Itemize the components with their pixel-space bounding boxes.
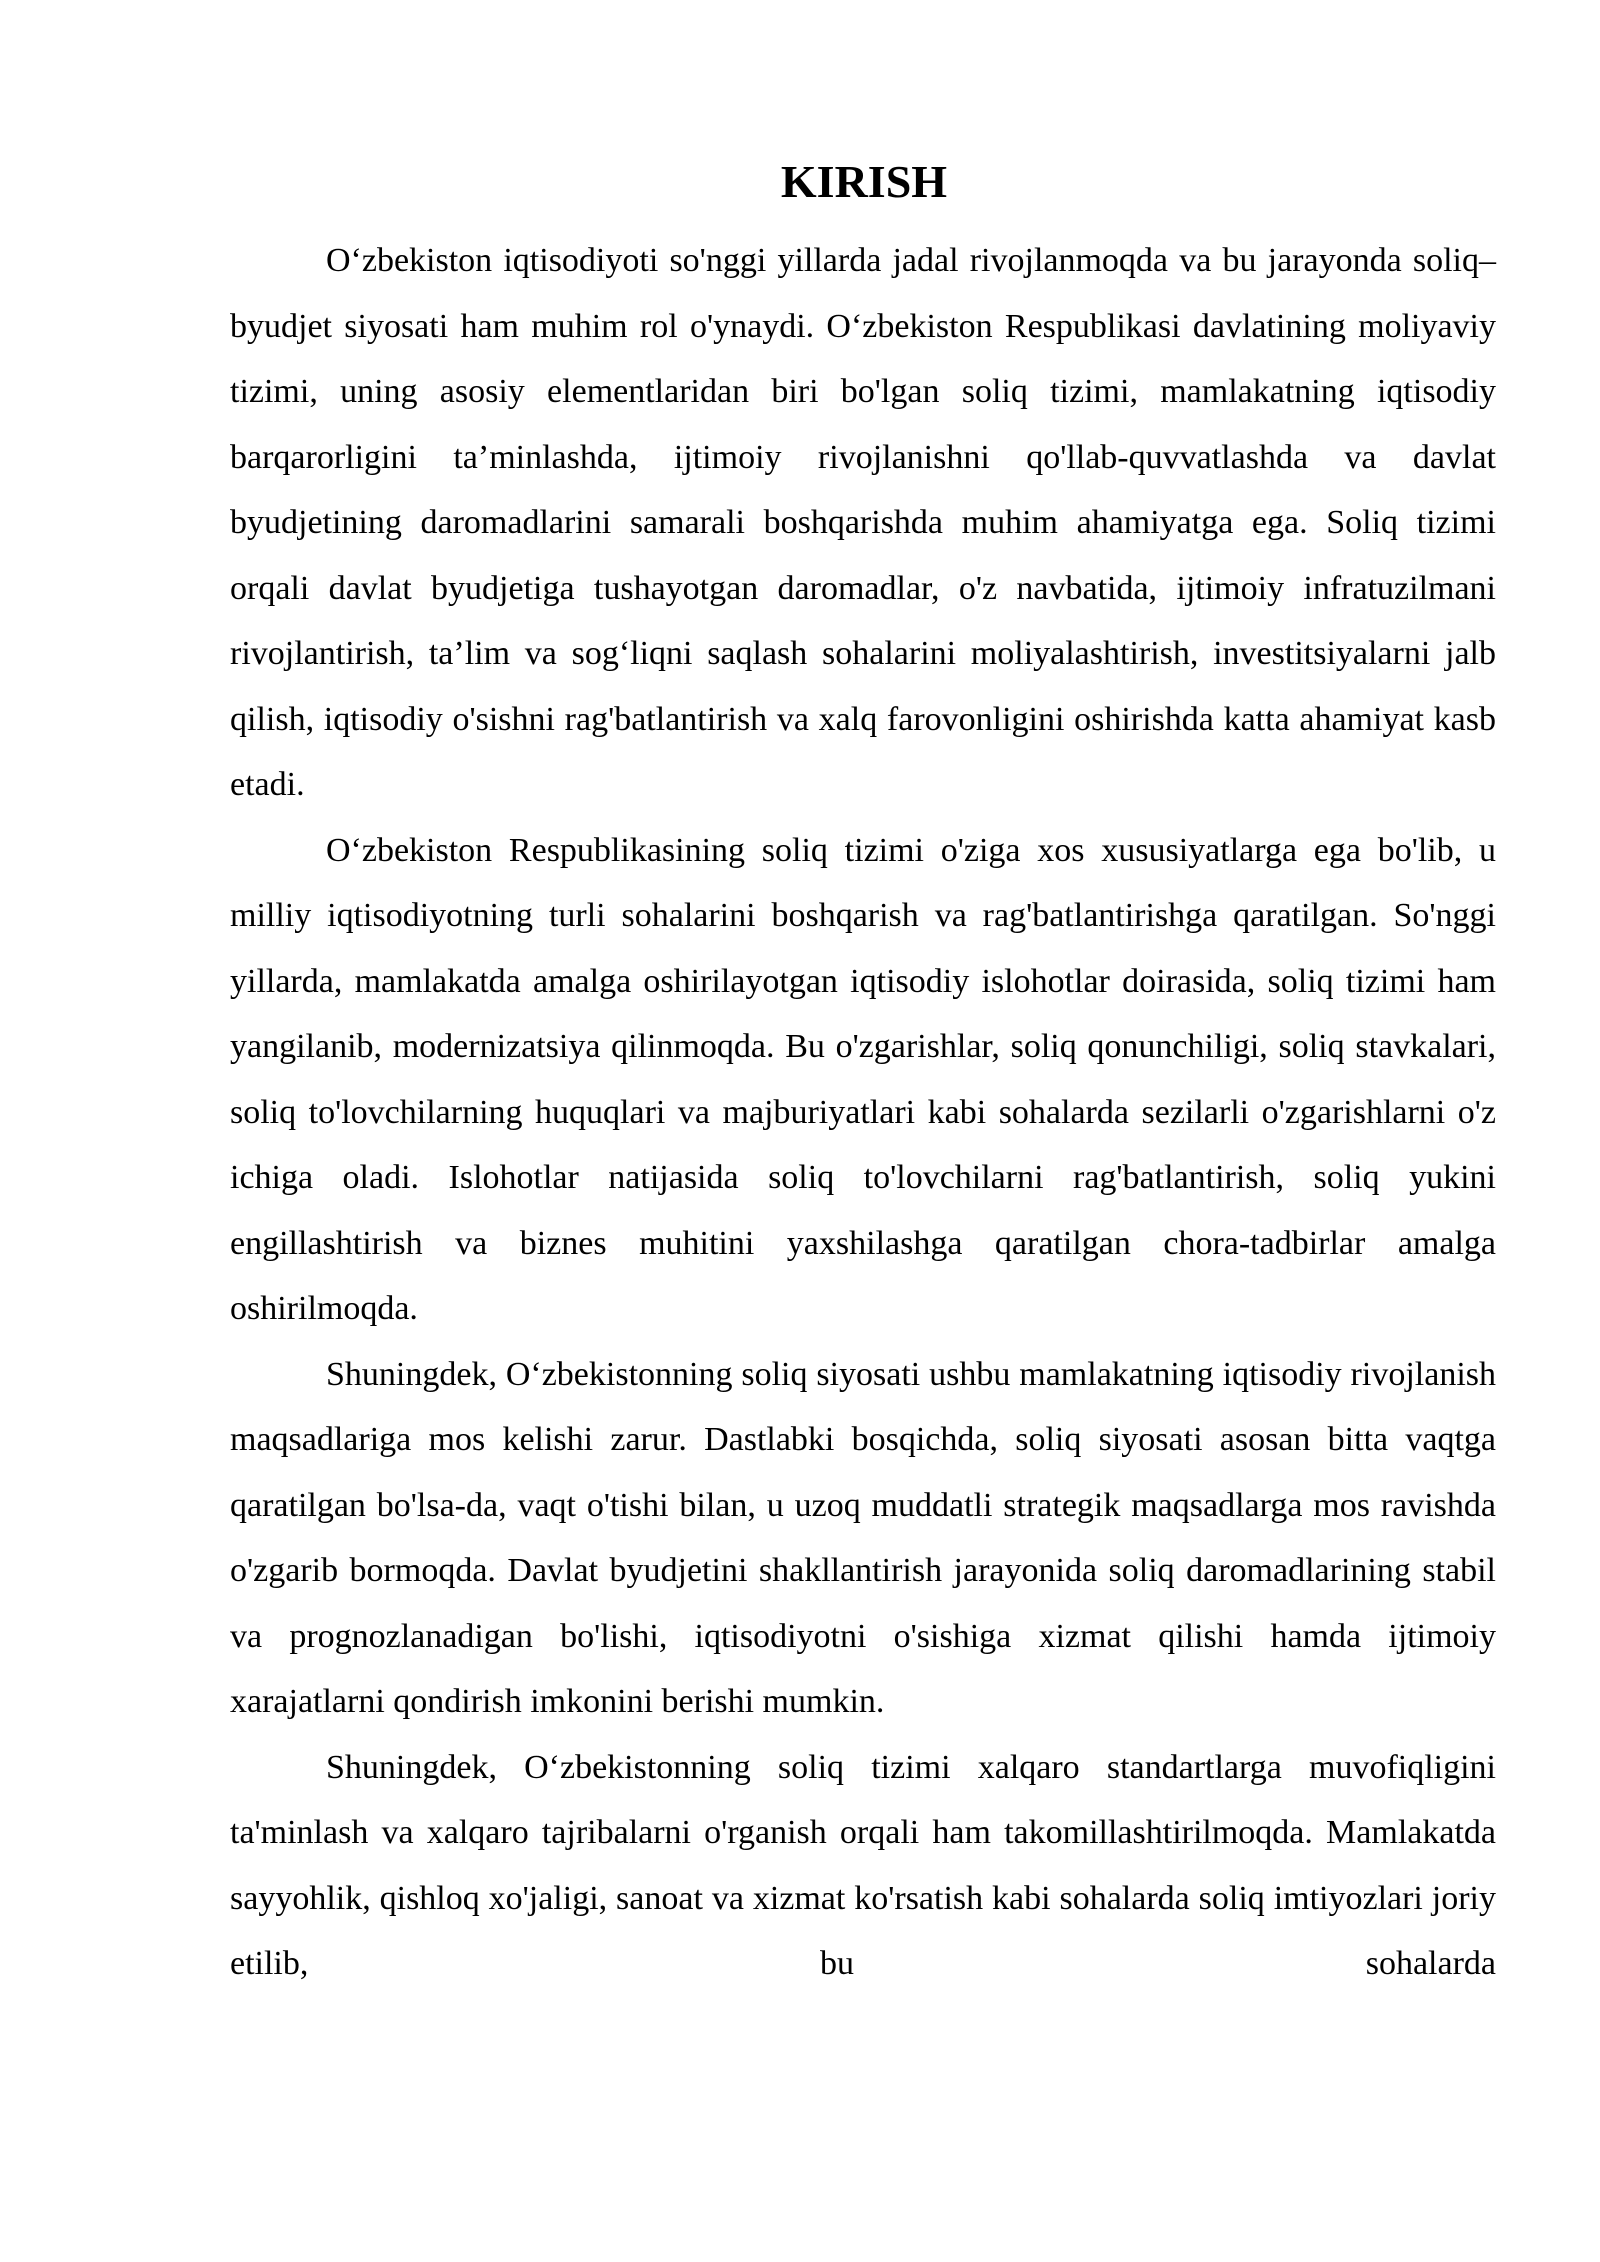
paragraph: O‘zbekiston Respublikasining soliq tizimi o'ziga xos xususiyatlarga ega bo'lib, u milliy iqtisodiyotning turli sohalarini boshqarish va rag'batlantirishga qaratilgan. So'nggi yillarda, mamlakatda amalga oshirilayotgan iqtisodiy islohotlar doirasida, soliq tizimi ham yangilanib, modernizatsiya qilinmoqda. Bu o'zgarishlar, soliq qonunchiligi, soliq stavkalari, soliq to'lovchilarning huquqlari va majburiyatlari kabi sohalarda sezilarli o'zgarishlarni o'z ichiga oladi. Islohotlar natijasida soliq to'lovchilarni rag'batlantirish, soliq yukini engillashtirish va biznes muhitini yaxshilashga qaratilgan chora-tadbirlar amalga oshirilmoqda. (230, 831, 1496, 1327)
paragraph: Shuningdek, O‘zbekistonning soliq tizimi xalqaro standartlarga muvofiqligini ta'minlash va xalqaro tajribalarni o'rganish orqali ham takomillashtirilmoqda. Mamlakatda sayyohlik, qishloq xo'jaligi, sanoat va xizmat ko'rsatish kabi sohalarda soliq imtiyozlari joriy etilib, bu sohalarda (230, 1748, 1496, 1982)
document-body (230, 228, 1496, 1997)
paragraph: Shuningdek, O‘zbekistonning soliq siyosati ushbu mamlakatning iqtisodiy rivojlanish maqsadlariga mos kelishi zarur. Dastlabki bosqichda, soliq siyosati asosan bitta vaqtga qaratilgan bo'lsa-da, vaqt o'tishi bilan, u uzoq muddatli strategik maqsadlarga mos ravishda o'zgarib bormoqda. Davlat byudjetini shakllantirish jarayonida soliq daromadlarining stabil va prognozlanadigan bo'lishi, iqtisodiyotni o'sishiga xizmat qilishi hamda ijtimoiy xarajatlarni qondirish imkonini berishi mumkin. (230, 1355, 1496, 1720)
page-title: KIRISH (780, 156, 948, 207)
paragraph: O‘zbekiston iqtisodiyoti so'nggi yillarda jadal rivojlanmoqda va bu jarayonda soliq–byudjet siyosati ham muhim rol o'ynaydi. O‘zbekiston Respublikasi davlatining moliyaviy tizimi, uning asosiy elementlaridan biri bo'lgan soliq tizimi, mamlakatning iqtisodiy barqarorligini ta’minlashda, ijtimoiy rivojlanishni qo'llab-quvvatlashda va davlat byudjetining daromadlarini samarali boshqarishda muhim ahamiyatga ega. Soliq tizimi orqali davlat byudjetiga tushayotgan daromadlar, o'z navbatida, ijtimoiy infratuzilmani rivojlantirish, ta’lim va sog‘liqni saqlash sohalarini moliyalashtirish, investitsiyalarni jalb qilish, iqtisodiy o'sishni rag'batlantirish va xalq farovonligini oshirishda katta ahamiyat kasb etadi. (230, 242, 1496, 803)
